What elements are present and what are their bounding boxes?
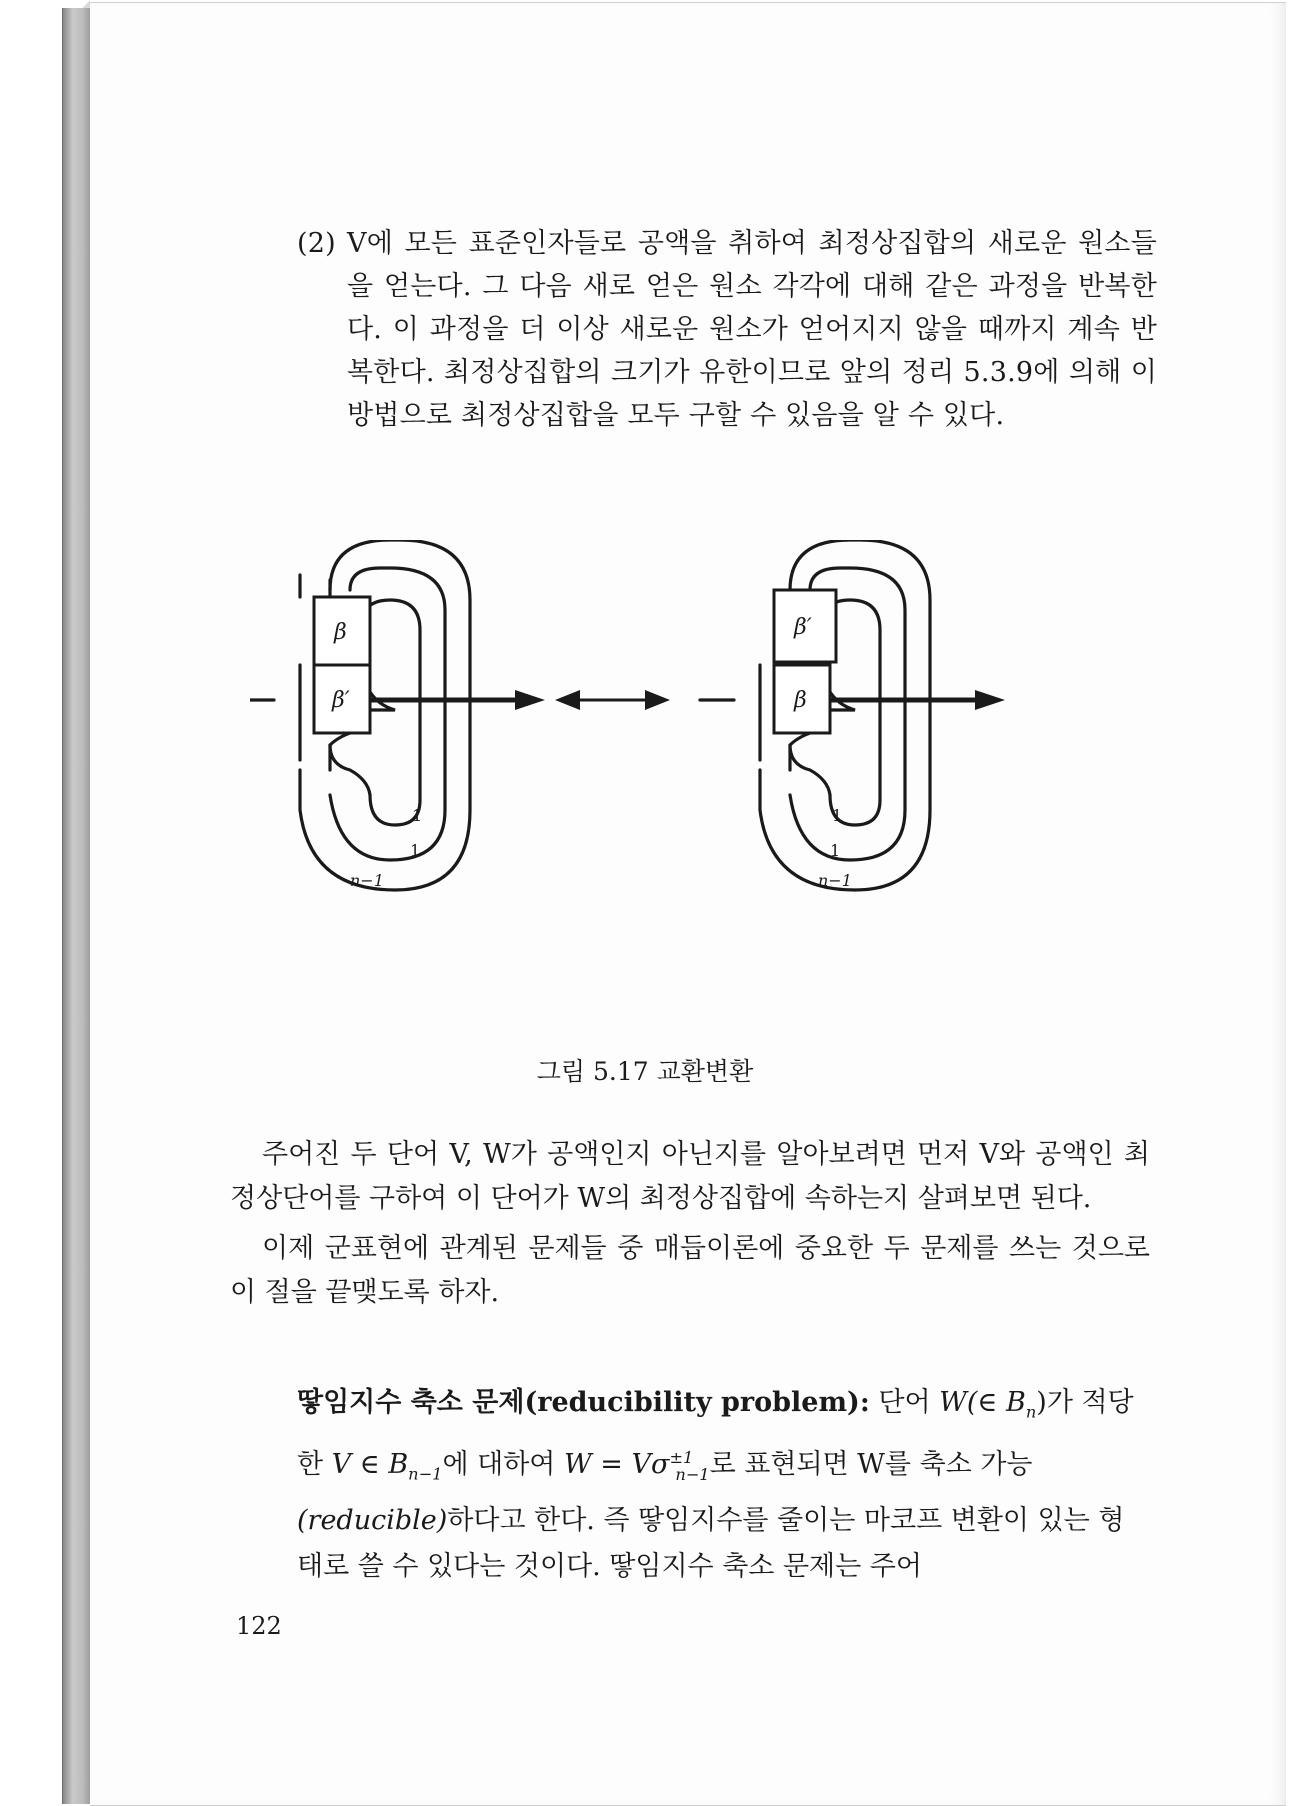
left-outer-label: n−1 [350, 871, 384, 890]
left-axis-arrowhead [515, 690, 545, 710]
definition-italic-term: (reducible) [297, 1504, 448, 1536]
left-inner-label: 1 [412, 806, 423, 825]
double-arrow-right-head [645, 690, 670, 710]
list-number: (2) [297, 228, 336, 259]
right-inner-label: 1 [832, 806, 843, 825]
right-axis-arrowhead [975, 690, 1005, 710]
definition-text: 단어 [869, 1387, 940, 1418]
definition-block [297, 1380, 1150, 1590]
list-item-text: V에 모든 표준인자들로 공액을 취하여 최정상집합의 새로운 원소들을 얻는다. 그 다음 새로 얻은 원소 각각에 대해 같은 과정을 반복한다. 이 과정을 더 이상 새로운 원소가 얻어지지 않을 때까지 계속 반복한다. 최정상집합의 크기가 유한이므로 앞의 정리 5.3.9에 의해 이 방법으로 최정상집합을 모두 구할 수 있음을 알 수 있다. [347, 228, 1157, 431]
definition-text: )가 적당한 [297, 1387, 1134, 1481]
left-braid-diagram [250, 540, 515, 890]
definition-heading: 땋임지수 축소 문제(reducibility problem): [297, 1387, 870, 1418]
main-text [230, 1133, 1150, 1321]
math-v: V ∈ $B_{n-1}$ [331, 1449, 443, 1484]
paragraph: 이제 군표현에 관계된 문제들 중 매듭이론에 중요한 두 문제를 쓰는 것으로 이 절을 끝맺도록 하자. [230, 1233, 1150, 1308]
definition-text: 하다고 한다. 즉 땋임지수를 줄이는 마코프 변환이 있는 형태로 쓸 수 있다는 것이다. 땋임지수 축소 문제는 주어 [297, 1504, 1125, 1582]
paragraph: 주어진 두 단어 V, W가 공액인지 아닌지를 알아보려면 먼저 V와 공액인 최정상단어를 구하여 이 단어가 W의 최정상집합에 속하는지 살펴보면 된다. [230, 1139, 1150, 1214]
right-mid-box-label: β [794, 688, 807, 713]
left-top-box-label: β [334, 620, 347, 645]
braid-exchange-figure [250, 540, 1150, 1040]
left-middle-label: 1 [410, 841, 421, 860]
list-item-2 [297, 222, 1157, 437]
right-middle-label: 1 [830, 841, 841, 860]
page-number: 122 [236, 1612, 282, 1640]
math-equation: $W = V\sigma^{\pm 1}_{n-1}$ [563, 1448, 710, 1484]
figure-caption: 그림 5.17 교환변환 [536, 1057, 754, 1086]
double-arrow-left-head [555, 690, 580, 710]
math-w: W(∈ $B_n$ [939, 1387, 1037, 1422]
definition-text: 에 대하여 [442, 1449, 564, 1481]
left-mid-box-label: β′ [332, 688, 350, 713]
book-spine [62, 8, 91, 1804]
definition-text: 로 표현되면 W를 축소 가능 [709, 1449, 1033, 1481]
right-outer-label: n−1 [818, 871, 852, 890]
right-top-box-label: β′ [794, 615, 812, 640]
